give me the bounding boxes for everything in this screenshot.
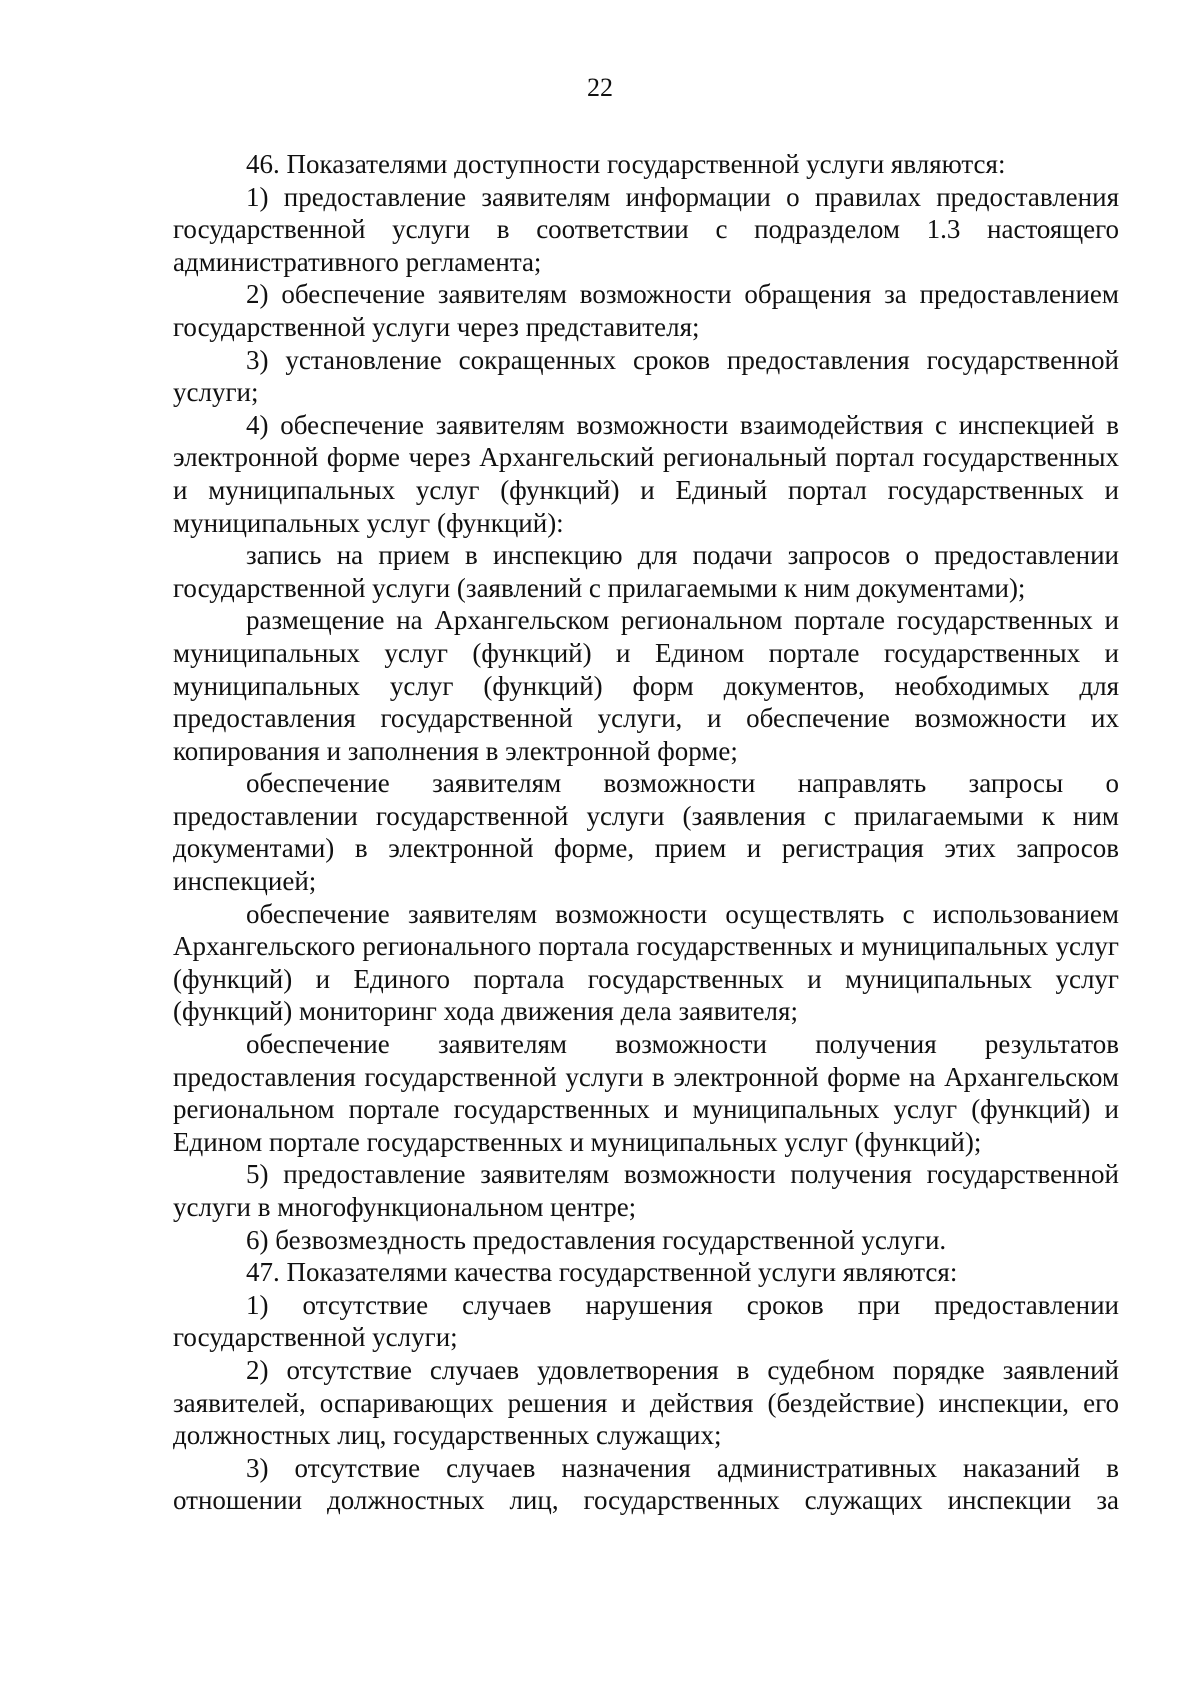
paragraph-46-item-4-sub-1: запись на прием в инспекцию для подачи запросов о предоставлении государственной услуги (заявлений с прилагаемыми к ним документами); (173, 540, 1119, 603)
paragraph-46-item-2: 2) обеспечение заявителям возможности обращения за предоставлением государственной услуги через представителя; (173, 279, 1119, 342)
paragraph-46-item-5: 5) предоставление заявителям возможности получения государственной услуги в многофункциональном центре; (173, 1159, 1119, 1222)
paragraph-46-item-3: 3) установление сокращенных сроков предоставления государственной услуги; (173, 344, 1119, 408)
page-number: 22 (587, 73, 613, 102)
paragraph-46-item-4-sub-5: обеспечение заявителям возможности получения результатов предоставления государственной услуги в электронной форме на Архангельском региональном портале государственных и муниципальных услуг (функций) и Едином портале государственных и муниципальных услуг (функций); (173, 1029, 1119, 1157)
paragraph-46-item-1: 1) предоставление заявителям информации о правилах предоставления государственной услуги в соответствии с подразделом 1.3 настоящего административного регламента; (173, 181, 1119, 277)
paragraph-46-item-4-sub-4: обеспечение заявителям возможности осуществлять с использованием Архангельского регионального портала государственных и муниципальных услуг (функций) и Единого портала государственных и муниципальных услуг (функций) мониторинг хода движения дела заявителя; (173, 898, 1119, 1027)
paragraph-47-heading: 47. Показателями качества государственной услуги являются: (246, 1257, 958, 1288)
paragraph-46-item-4-sub-3: обеспечение заявителям возможности направлять запросы о предоставлении государственной услуги (заявления с прилагаемыми к ним документами) в электронной форме, прием и регистрация этих запросов инспекцией; (173, 768, 1119, 897)
paragraph-46-heading: 46. Показателями доступности государственной услуги являются: (246, 149, 1006, 179)
paragraph-46-item-4-sub-2: размещение на Архангельском региональном портале государственных и муниципальных услуг (функций) и Едином портале государственных и муниципальных услуг (функций) форм документов, необходимых для предоставления государственной услуги, и обеспечение возможности их копирования и заполнения в электронной форме; (173, 605, 1119, 766)
document-body (173, 148, 1119, 1517)
paragraph-47-item-1: 1) отсутствие случаев нарушения сроков при предоставлении государственной услуги; (173, 1289, 1119, 1353)
paragraph-46-item-4: 4) обеспечение заявителям возможности взаимодействия с инспекцией в электронной форме через Архангельский региональный портал государственных и муниципальных услуг (функций) и Единый портал государственных и муниципальных услуг (функций): (173, 409, 1119, 538)
paragraph-47-item-2: 2) отсутствие случаев удовлетворения в судебном порядке заявлений заявителей, оспаривающих решения и действия (бездействие) инспекции, его должностных лиц, государственных служащих; (173, 1354, 1119, 1451)
paragraph-46-item-6: 6) безвозмездность предоставления государственной услуги. (246, 1224, 947, 1255)
paragraph-47-item-3: 3) отсутствие случаев назначения административных наказаний в отношении должностных лиц, государственных служащих инспекции за (173, 1452, 1119, 1516)
